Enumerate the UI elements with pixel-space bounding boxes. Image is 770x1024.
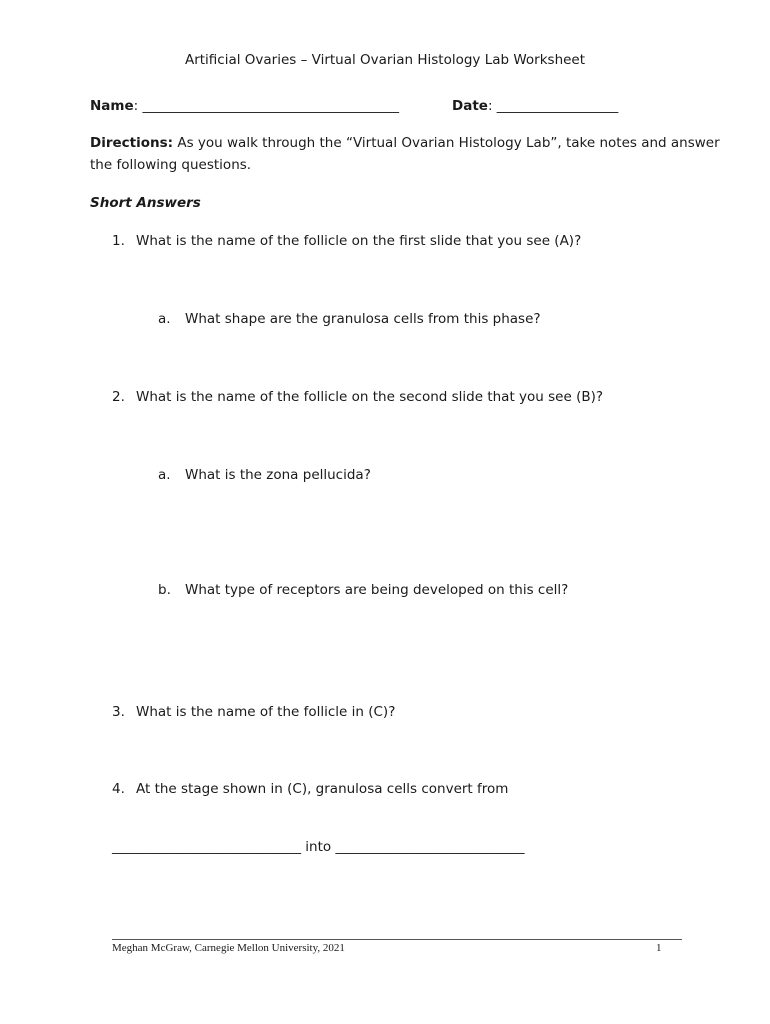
name-blank: : ______________________________________	[133, 98, 399, 114]
question-text: At the stage shown in (C), granulosa cells convert from	[136, 781, 509, 797]
question-number: b.	[158, 582, 171, 598]
question-number: 3.	[112, 704, 125, 720]
name-label: Name	[90, 98, 134, 114]
question-2a	[158, 467, 371, 483]
question-text: What is the name of the follicle on the second slide that you see (B)?	[136, 389, 604, 405]
date-blank: : __________________	[487, 98, 619, 114]
section-title: Short Answers	[90, 195, 201, 211]
directions-label: Directions:	[90, 135, 174, 151]
question-1	[112, 233, 581, 249]
fill-in-line: ____________________________ into ____________________________	[112, 839, 525, 855]
footer-author: Meghan McGraw, Carnegie Mellon University, 2021	[112, 942, 345, 954]
question-text: What is the name of the follicle in (C)?	[136, 704, 396, 720]
question-text: What type of receptors are being developed on this cell?	[185, 582, 569, 598]
question-number: 4.	[112, 781, 125, 797]
directions-line-2: the following questions.	[90, 157, 252, 173]
name-field	[90, 98, 399, 114]
question-1a	[158, 311, 541, 327]
question-text: What is the zona pellucida?	[185, 467, 371, 483]
question-number: a.	[158, 467, 171, 483]
date-field	[452, 98, 618, 114]
directions-text: As you walk through the “Virtual Ovarian Histology Lab”, take notes and answer	[173, 135, 720, 151]
question-3	[112, 704, 395, 720]
question-4	[112, 781, 508, 797]
question-2b	[158, 582, 568, 598]
page-number: 1	[656, 942, 662, 954]
question-text: What is the name of the follicle on the first slide that you see (A)?	[136, 233, 582, 249]
question-2	[112, 389, 603, 405]
question-text: What shape are the granulosa cells from this phase?	[185, 311, 541, 327]
footer-divider	[112, 939, 682, 940]
worksheet-title: Artificial Ovaries – Virtual Ovarian Histology Lab Worksheet	[184, 52, 586, 68]
question-number: a.	[158, 311, 171, 327]
question-number: 2.	[112, 389, 125, 405]
question-number: 1.	[112, 233, 125, 249]
directions-line-1	[90, 135, 720, 151]
date-label: Date	[452, 98, 488, 114]
